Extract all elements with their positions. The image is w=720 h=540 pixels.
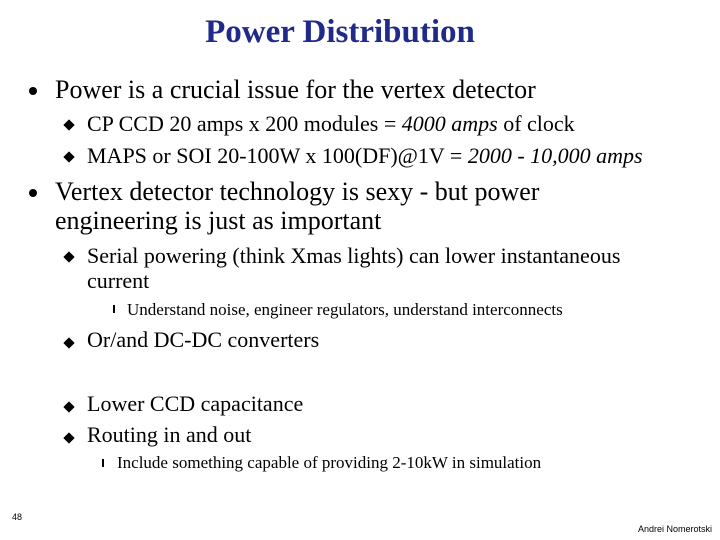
bullet-2-sub-1-detail: Understand noise, engineer regulators, understand interconnects — [127, 300, 563, 319]
sub-bullet-diamond-icon — [63, 251, 74, 262]
bullet-1-text: Power is a crucial issue for the vertex detector — [55, 75, 536, 104]
sub-bullet-diamond-icon — [63, 432, 74, 443]
page-number: 48 — [12, 512, 23, 522]
bullet-1-sub-1-pre: CP CCD 20 amps x 200 modules = — [87, 111, 402, 136]
sub-bullet-diamond-icon — [63, 119, 74, 130]
bullet-1-sub-2-pre: MAPS or SOI 20-100W x 100(DF)@1V = — [87, 143, 468, 168]
bullet-2-sub-2: Or/and DC-DC converters — [87, 327, 320, 352]
bullet-1-sub-1-post: of clock — [497, 111, 575, 136]
bullet-2-sub-3: Lower CCD capacitance — [87, 391, 304, 416]
bullet-1-sub-2 — [87, 142, 643, 170]
bullet-2-sub-1-line-2: current — [87, 268, 150, 293]
bullet-2-sub-1-line-1: Serial powering (think Xmas lights) can lower instantaneous — [87, 243, 621, 268]
bullet-2-line-1: Vertex detector technology is sexy - but power — [55, 177, 540, 206]
bullet-2-sub-4: Routing in and out — [87, 422, 252, 447]
bullet-dot-icon — [29, 189, 37, 197]
sub-bullet-diamond-icon — [63, 337, 74, 348]
bullet-2-sub-4-detail: Include something capable of providing 2-10kW in simulation — [117, 453, 542, 472]
sub-sub-bullet-icon — [113, 305, 115, 313]
author-name: Andrei Nomerotski — [637, 524, 712, 534]
sub-bullet-diamond-icon — [63, 401, 74, 412]
bullet-2-line-2: engineering is just as important — [55, 206, 382, 235]
slide-title: Power Distribution — [205, 14, 475, 50]
bullet-1-sub-2-em: 2000 - 10,000 amps — [467, 143, 643, 168]
bullet-dot-icon — [29, 87, 37, 95]
sub-sub-bullet-icon — [102, 459, 104, 467]
bullet-1-sub-1-em: 4000 amps — [401, 111, 498, 136]
sub-bullet-diamond-icon — [63, 151, 74, 162]
bullet-1-sub-1 — [87, 110, 575, 138]
